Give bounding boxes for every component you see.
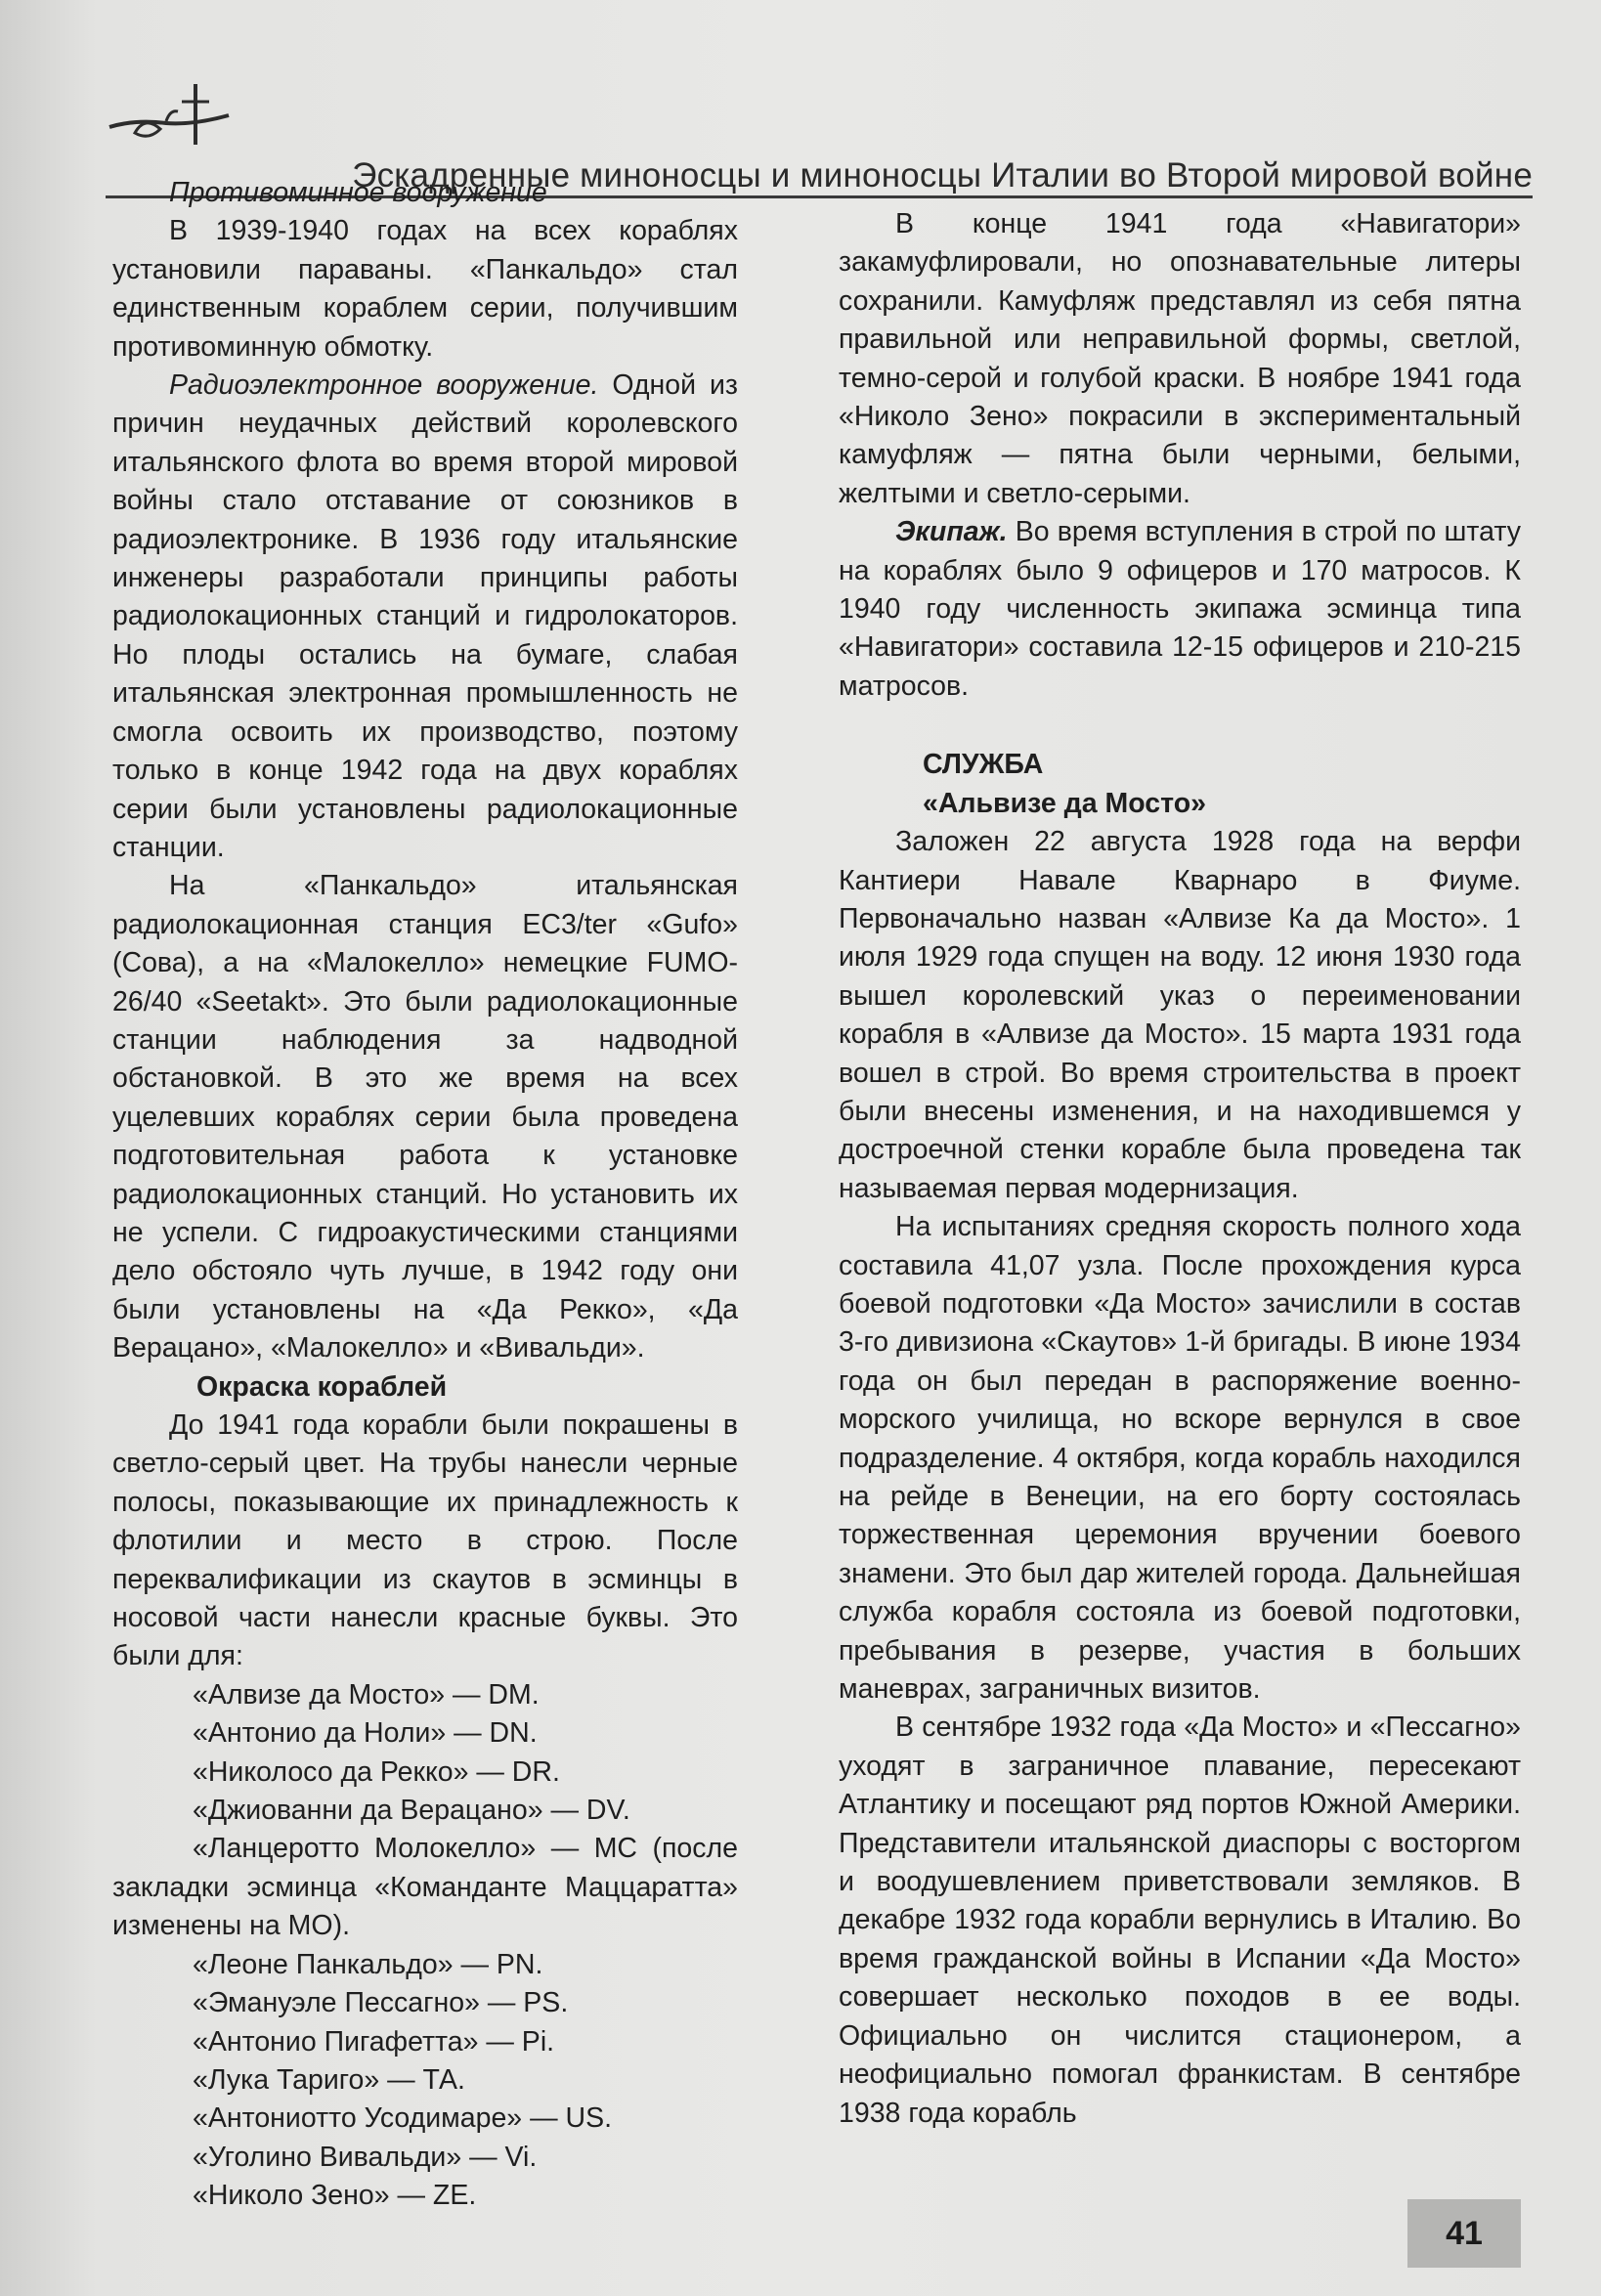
running-title: Эскадренные миноносцы и миноносцы Италии во Второй мировой войне: [352, 156, 1533, 195]
list-item: «Николо Зено» — ZE.: [193, 2180, 477, 2212]
anchor-icon: [106, 76, 233, 154]
list-item: «Ланцеротто Молокелло» — МС (после закладки эсминца «Команданте Маццаратта» изменены на МО).: [112, 1833, 738, 1942]
radio-heading: Радиоэлектронное вооружение.: [169, 369, 599, 402]
page-number: 41: [1446, 2214, 1483, 2252]
section-title: СЛУЖБА: [923, 749, 1044, 781]
list-item: «Эмануэле Пессагно» — PS.: [193, 1987, 569, 2019]
right-column: [839, 205, 1521, 2133]
list-item: «Николосо да Рекко» — DR.: [193, 1755, 560, 1788]
list-item: «Антонио да Ноли» — DN.: [193, 1717, 538, 1750]
page-number-box: [1407, 2199, 1521, 2268]
camo-text: В конце 1941 года «Навигатори» закамуфлировали, но опознавательные литеры сохранили. Камуфляж представлял из себя пятна правильной или неправильной формы, светлой, темно-серой и голубой краски. В ноябре 1941 года «Николо Зено» покрасили в экспериментальный камуфляж — пятна были черными, белыми, желтыми и светло-серыми.: [839, 208, 1521, 509]
ship-title: «Альвизе да Мосто»: [923, 787, 1206, 819]
left-column: [112, 174, 738, 2216]
paint-text: До 1941 года корабли были покрашены в светло-серый цвет. На трубы нанесли черные полосы, показывающие их принадлежность к флотилии и место в строю. После переквалификации из скаутов в эсминцы в носовой части нанесли красные буквы. Это были для:: [112, 1409, 738, 1672]
list-item: «Леоне Панкальдо» — PN.: [193, 1948, 543, 1980]
list-item: «Алвизе да Мосто» — DM.: [193, 1678, 540, 1711]
minesweep-heading-para: [112, 174, 738, 212]
crew-para: [839, 513, 1521, 706]
crew-heading: Экипаж.: [895, 516, 1008, 548]
radio-text: Одной из причин неудачных действий королевского итальянского флота во время второй мировой войны стало отставание от союзников в радиоэлектронике. В 1936 году итальянские инженеры разработали принципы работы радиолокационных станций и гидролокаторов. Но плоды остались на бумаге, слабая итальянская электронная промышленность не смогла освоить их производство, поэтому только в конце 1942 года на двух кораблях серии были установлены радиолокационные станции.: [112, 369, 738, 863]
service-text-2: На испытаниях средняя скорость полного хода составила 41,07 узла. После прохождения курса боевой подготовки «Да Мосто» зачислили в состав 3-го дивизиона «Скаутов» 1-й бригады. В июне 1934 года он был передан в распоряжение военно-морского училища, но вскоре вернулся в свое подразделение. 4 октября, когда корабль находился на рейде в Венеции, на его борту состоялась торжественная церемония вручении боевого знамени. Это был дар жителей города. Дальнейшая служба корабля состояла из боевой подготовки, пребывания в резерве, участия в больших маневрах, заграничных визитов.: [839, 1211, 1521, 1706]
list-item: «Антониотто Усодимаре» — US.: [193, 2102, 613, 2135]
list-item: «Антонио Пигафетта» — Pi.: [193, 2025, 555, 2058]
paint-heading: Окраска кораблей: [196, 1370, 448, 1403]
radio-para: [112, 367, 738, 867]
minesweep-text: В 1939-1940 годах на всех кораблях установили параваны. «Панкальдо» стал единственным кораблем серии, получившим противоминную обмотку.: [112, 215, 738, 363]
service-text-1: Заложен 22 августа 1928 года на верфи Кантиери Навале Кварнаро в Фиуме. Первоначально назван «Алвизе Ка да Мосто». 1 июля 1929 года спущен на воду. 12 июня 1930 года вышел королевский указ о переименовании корабля в «Алвизе да Мосто». 15 марта 1931 года вошел в строй. Во время строительства в проект были внесены изменения, и на находившемся у достроечной стенки корабле была проведена так называемая первая модернизация.: [839, 826, 1521, 1204]
crew-text: Во время вступления в строй по штату на кораблях было 9 офицеров и 170 матросов. К 1940 году численность экипажа эсминца типа «Навигатори» составила 12-15 офицеров и 210-215 матросов.: [839, 516, 1521, 702]
list-item: «Лука Тариго» — ТА.: [193, 2063, 465, 2096]
minesweep-heading: Противоминное вооружение: [169, 177, 547, 208]
list-item: «Джиованни да Верацано» — DV.: [193, 1795, 630, 1827]
radar-text: На «Панкальдо» итальянская радиолокационная станция ЕС3/ter «Gufo» (Сова), а на «Малокелло» немецкие FUMO-26/40 «Seetakt». Это были радиолокационные станции наблюдения за надводной обстановкой. В это же время на всех уцелевших кораблях серии была проведена подготовительная работа к установке радиолокационных станций. Но установить их не успели. С гидроакустическими станциями дело обстояло чуть лучше, в 1942 году они были установлены на «Да Рекко», «Да Верацано», «Малокелло» и «Вивальди».: [112, 870, 738, 1365]
list-item: «Уголино Вивальди» — Vi.: [193, 2141, 538, 2173]
service-text-3: В сентябре 1932 года «Да Мосто» и «Пессагно» уходят в заграничное плавание, пересекают Атлантику и посещают ряд портов Южной Америки. Представители итальянской диаспоры с восторгом и воодушевлением приветствовали земляков. В декабре 1932 года корабли вернулись в Италию. Во время гражданской войны в Испании «Да Мосто» совершает несколько походов в ее воды. Официально он числится стационером, а неофициально помогал франкистам. В сентябре 1938 года корабль: [839, 1711, 1521, 2129]
